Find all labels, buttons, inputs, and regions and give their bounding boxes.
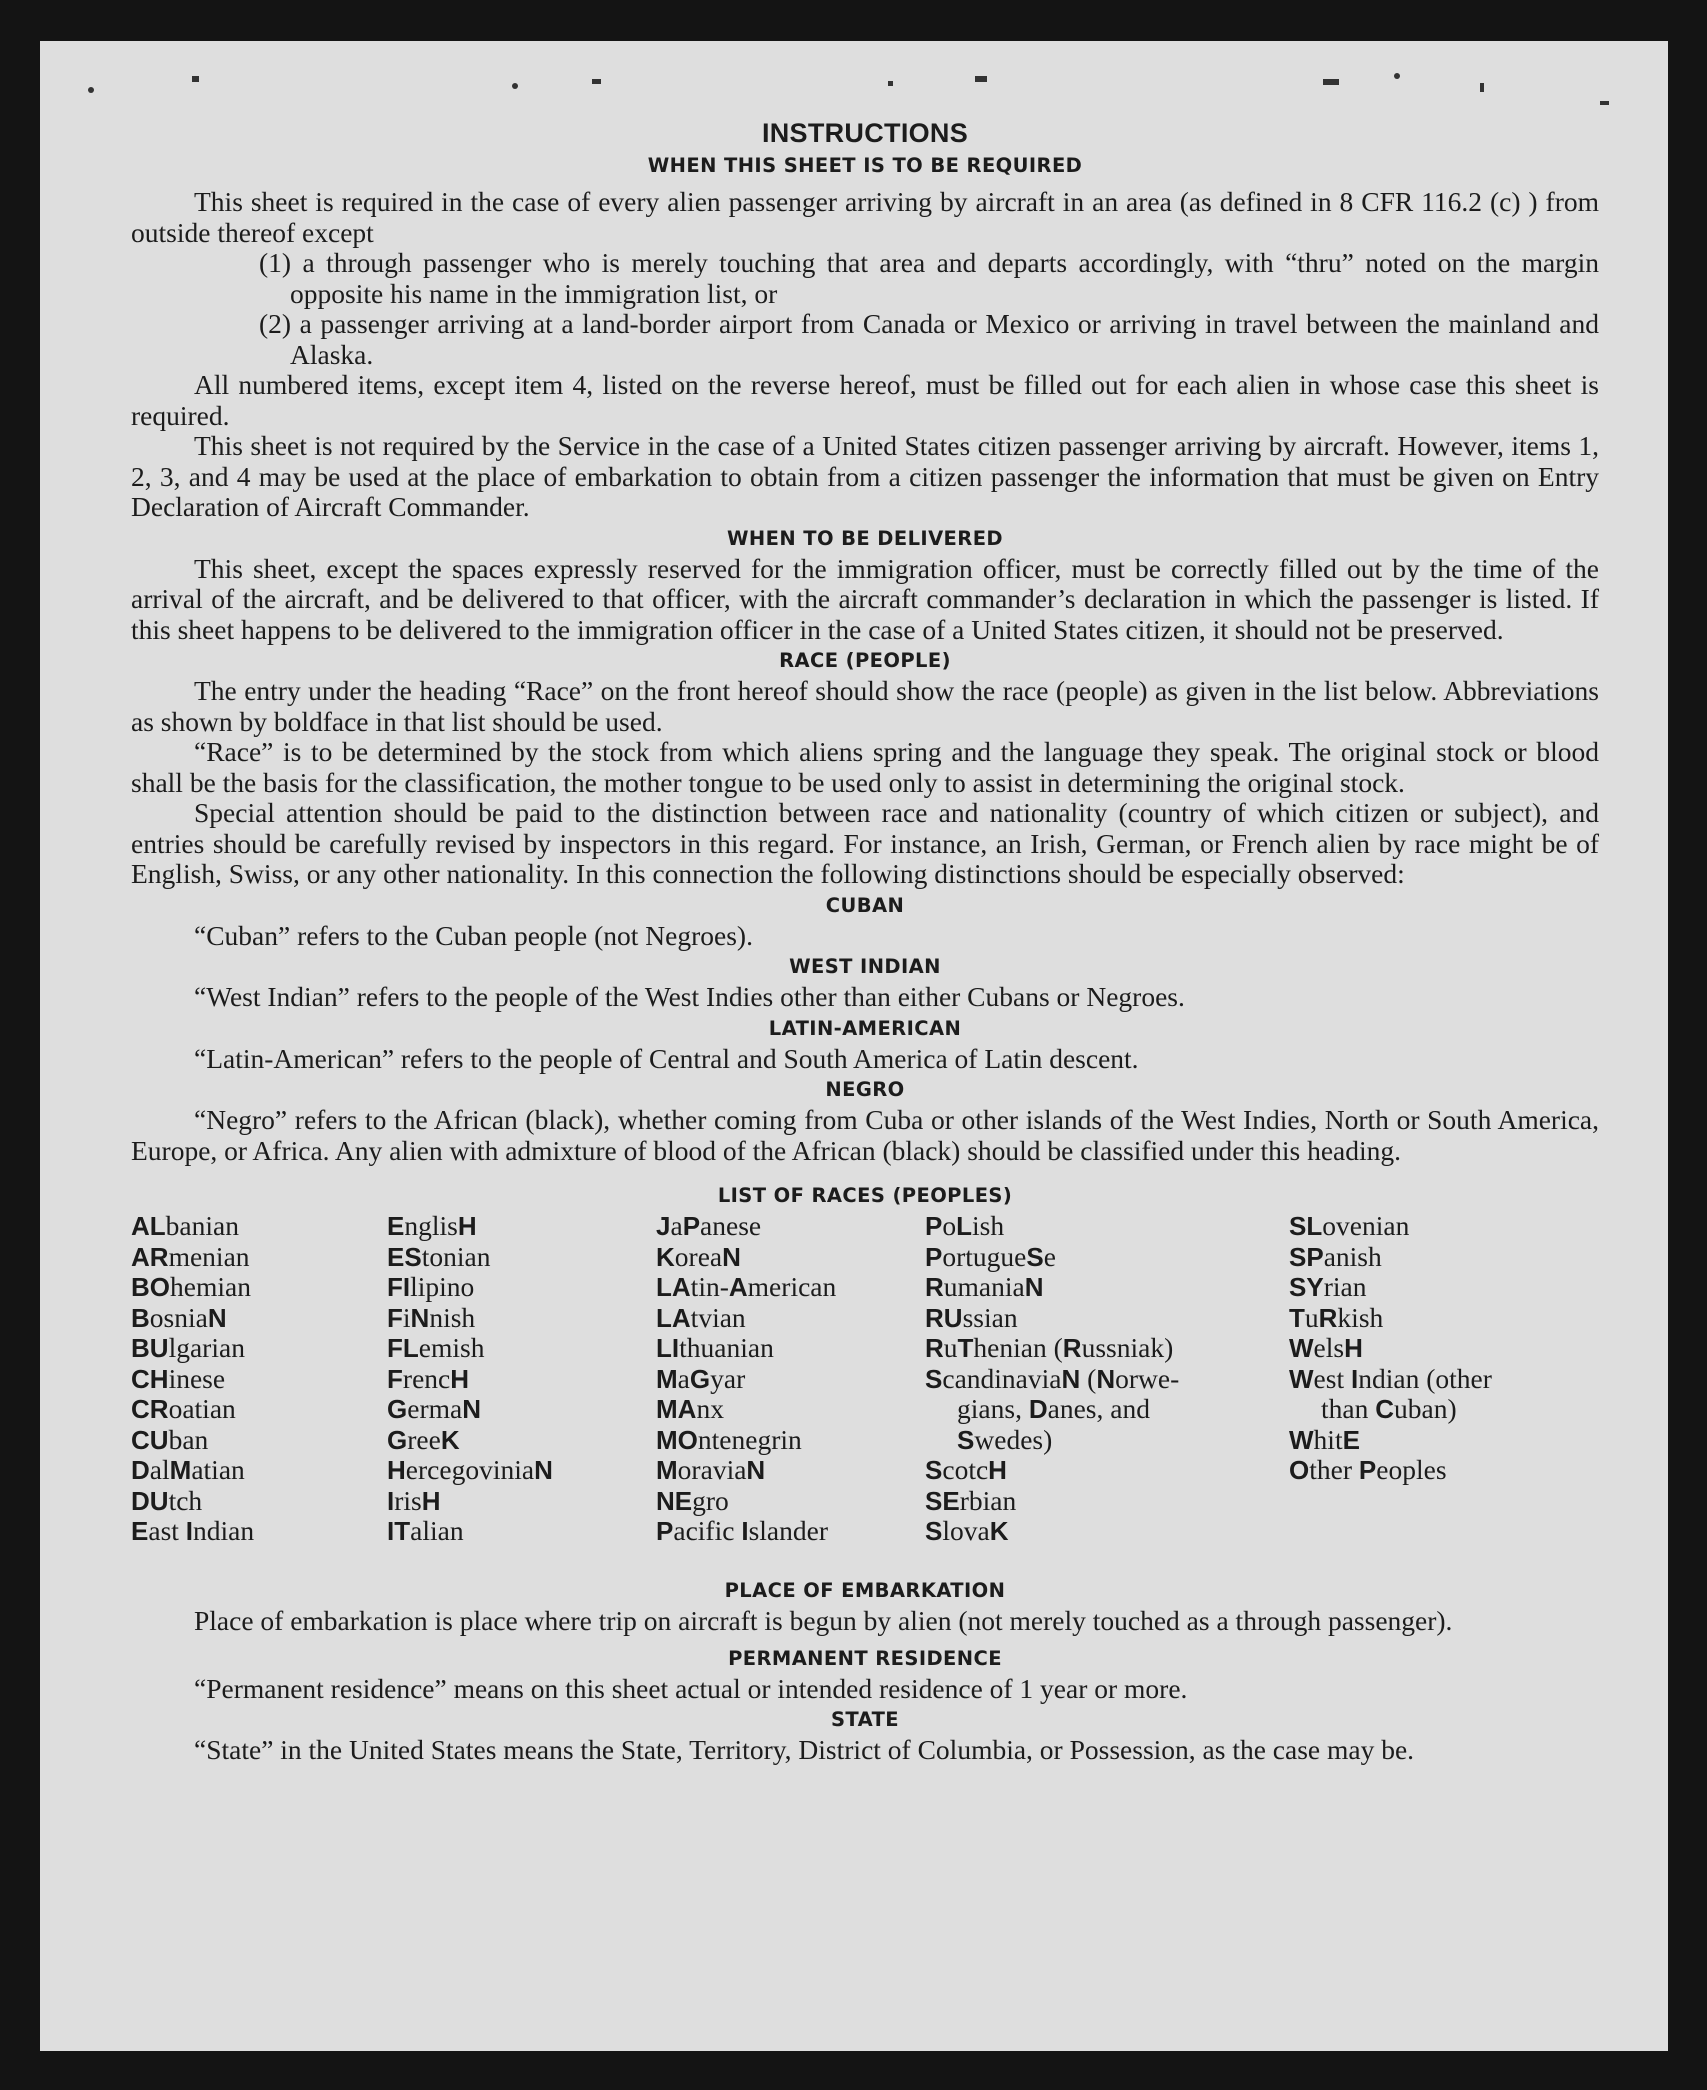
race-column-1 (131, 1211, 254, 1547)
race-entry: CUban (131, 1423, 209, 1455)
race-list (131, 1211, 1599, 1575)
race-entry: LAtin-American (656, 1271, 837, 1302)
race-entry: ITalian (387, 1515, 464, 1546)
race-entry: LAtvian (656, 1301, 746, 1333)
paragraph-race-nationality: Special attention should be paid to the distinction between race and nationality (country of which citizen or subject), and entries should be carefully revised by inspectors in this regard. For instance, an Irish, German, or French alien by race might be of English, Swiss, or any other nationality. In this connection the following distinctions should be especially observed: (131, 797, 1599, 889)
race-entry: BOhemian (131, 1271, 251, 1302)
race-entry: MOntenegrin (656, 1423, 802, 1455)
race-entry-continued: gians, Danes, and (957, 1393, 1150, 1424)
race-entry: BUlgarian (131, 1332, 245, 1363)
scan-speck (975, 76, 987, 82)
heading-place-of-embarkation: PLACE OF EMBARKATION (724, 1579, 1006, 1602)
race-entry: JaPanese (656, 1210, 762, 1241)
race-entry: GreeK (387, 1423, 460, 1455)
race-entry: RumaniaN (925, 1271, 1044, 1302)
race-entry: ScotcH (925, 1454, 1007, 1485)
exception-item-2: (2) a passenger arriving at a land-border airport from Canada or Mexico or arriving in travel between the mainland and Alaska. (259, 308, 1599, 370)
scan-speck (512, 83, 518, 89)
race-entry: NEgro (656, 1484, 729, 1516)
scan-speck (592, 79, 601, 84)
scan-speck (1394, 73, 1400, 79)
race-entry: CHinese (131, 1362, 226, 1394)
heading-race: RACE (PEOPLE) (779, 649, 951, 672)
race-entry: EnglisH (387, 1210, 477, 1241)
paragraph-delivery: This sheet, except the spaces expressly reserved for the immigration officer, must be correctly filled out by the time of the arrival of the aircraft, and be delivered to that officer, with the aircraft commander’s declaration in which the passenger is listed. If this sheet happens to be delivered to the immigration officer in the case of a United States citizen, it should not be preserved. (131, 552, 1599, 645)
paragraph-latin-american: “Latin-American” refers to the people of Central and South America of Latin descent. (194, 1042, 1139, 1074)
race-entry: FIlipino (387, 1271, 475, 1302)
heading-negro: NEGRO (825, 1078, 905, 1101)
heading-west-indian: WEST INDIAN (789, 955, 941, 978)
race-entry: FLemish (387, 1332, 485, 1363)
race-column-2 (387, 1211, 553, 1547)
heading-latin-american: LATIN-AMERICAN (768, 1016, 962, 1040)
race-entry: MaGyar (656, 1362, 746, 1394)
race-entry: EStonian (387, 1240, 491, 1272)
paragraph-requirement: This sheet is required in the case of every alien passenger arriving by aircraft in an area (as defined in 8 CFR 116.2 (c) ) from outside thereof except (131, 186, 1599, 248)
race-entry: GermaN (387, 1393, 482, 1424)
race-entry: SPanish (1289, 1240, 1382, 1272)
race-entry: KoreaN (656, 1240, 741, 1272)
paragraph-cuban: “Cuban” refers to the Cuban people (not Negroes). (194, 919, 753, 951)
paragraph-citizen: This sheet is not required by the Service in the case of a United States citizen passenger arriving by aircraft. However, items 1, 2, 3, and 4 may be used at the place of embarkation to obtain from a citizen passenger the information that must be given on Entry Declaration of Aircraft Commander. (131, 430, 1599, 522)
scan-speck (1600, 101, 1609, 105)
race-entry: East Indian (131, 1515, 255, 1546)
race-column-5 (1289, 1211, 1492, 1486)
race-entry: SlovaK (925, 1515, 1009, 1546)
heading-list-of-races: LIST OF RACES (PEOPLES) (717, 1184, 1013, 1207)
race-entry: ALbanian (131, 1210, 239, 1241)
heading-cuban: CUBAN (825, 893, 905, 917)
paragraph-race-entry: The entry under the heading “Race” on the front hereof should show the race (people) as given in the list below. Abbreviations as shown by boldface in that list should be used. (131, 675, 1599, 737)
paragraph-numbered-items: All numbered items, except item 4, listed on the reverse hereof, must be filled out for each alien in whose case this sheet is required. (131, 369, 1599, 431)
race-entry: SErbian (925, 1484, 1017, 1516)
paragraph-embarkation: Place of embarkation is place where trip on aircraft is begun by alien (not merely touched as a through passenger). (194, 1605, 1453, 1636)
heading-state: STATE (830, 1708, 900, 1731)
race-entry: ARmenian (131, 1240, 250, 1272)
paragraph-race-stock: “Race” is to be determined by the stock from which aliens spring and the language they speak. The original stock or blood shall be the basis for the classification, the mother tongue to be used only to assist in determining the original stock. (131, 736, 1599, 798)
race-entry: MoraviaN (656, 1454, 766, 1485)
race-entry: West Indian (other (1289, 1362, 1492, 1394)
race-entry: WelsH (1289, 1332, 1363, 1363)
race-entry: BosniaN (131, 1301, 227, 1333)
race-entry: RuThenian (Russniak) (925, 1332, 1174, 1363)
race-entry: PortugueSe (925, 1240, 1056, 1272)
race-entry: SYrian (1289, 1271, 1367, 1302)
paragraph-residence: “Permanent residence” means on this sheet actual or intended residence of 1 year or more. (194, 1672, 1188, 1704)
scan-speck (88, 87, 94, 93)
heading-permanent-residence: PERMANENT RESIDENCE (728, 1646, 1002, 1670)
paragraph-west-indian: “West Indian” refers to the people of the West Indies other than either Cubans or Negroes. (194, 981, 1185, 1012)
race-entry: SLovenian (1289, 1210, 1410, 1241)
race-entry: CRoatian (131, 1393, 236, 1424)
scan-speck (1480, 83, 1484, 92)
race-entry: ScandinaviaN (Norwe- (925, 1362, 1180, 1394)
race-entry-continued: than Cuban) (1321, 1393, 1457, 1424)
heading-when-required: WHEN THIS SHEET IS TO BE REQUIRED (647, 154, 1083, 177)
race-entry: Other Peoples (1289, 1454, 1447, 1485)
paragraph-negro: “Negro” refers to the African (black), whether coming from Cuba or other islands of the West Indies, North or South America, Europe, or Africa. Any alien with admixture of blood of the African (black) should be classified under this heading. (131, 1104, 1599, 1166)
page-title: INSTRUCTIONS (761, 118, 969, 148)
instructions-content (131, 116, 1599, 1766)
race-entry: DalMatian (131, 1454, 245, 1485)
race-entry: DUtch (131, 1484, 203, 1516)
race-entry: FrencH (387, 1362, 470, 1394)
race-column-3 (656, 1211, 836, 1547)
race-column-4 (925, 1211, 1179, 1547)
scan-speck (192, 76, 199, 82)
scan-speck (1323, 79, 1339, 85)
race-entry-continued: Swedes) (957, 1423, 1053, 1455)
race-entry: MAnx (656, 1393, 724, 1424)
race-entry: Pacific Islander (656, 1515, 829, 1546)
race-entry: WhitE (1289, 1423, 1360, 1455)
race-entry: RUssian (925, 1301, 1018, 1333)
heading-when-delivered: WHEN TO BE DELIVERED (726, 526, 1004, 550)
race-entry: TuRkish (1289, 1301, 1384, 1333)
race-entry: HercegoviniaN (387, 1454, 553, 1485)
paragraph-state: “State” in the United States means the State, Territory, District of Columbia, or Possession, as the case may be. (194, 1734, 1415, 1765)
exception-item-1: (1) a through passenger who is merely touching that area and departs accordingly, with “thru” noted on the margin opposite his name in the immigration list, or (259, 247, 1599, 309)
race-entry: LIthuanian (656, 1332, 774, 1363)
race-entry: IrisH (387, 1484, 441, 1516)
scan-speck (888, 81, 893, 86)
race-entry: FiNnish (387, 1301, 476, 1333)
race-entry: PoLish (925, 1210, 1005, 1241)
document-page (40, 41, 1668, 2051)
